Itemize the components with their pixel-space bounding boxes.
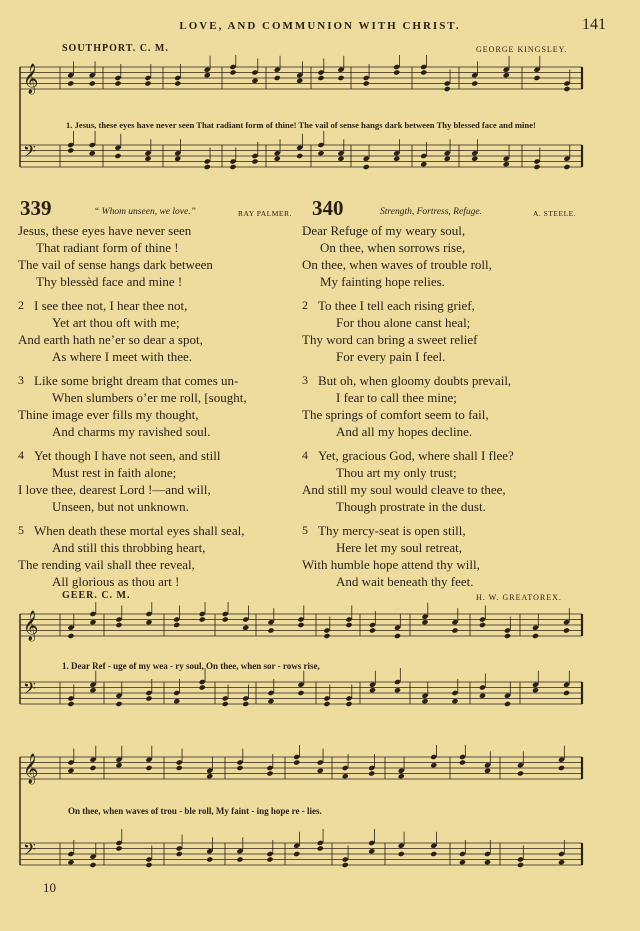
note-head: [323, 633, 330, 639]
note-head: [504, 633, 511, 639]
note-head: [459, 759, 466, 765]
verse-line: With humble hope attend thy will,: [302, 557, 480, 572]
verse-line: Though prostrate in the dust.: [336, 499, 486, 514]
note-head: [293, 759, 300, 765]
stanza: [302, 372, 627, 440]
note-head: [317, 768, 324, 774]
note-head: [145, 862, 152, 868]
note-head: [479, 693, 486, 699]
verse-line: That radiant form of thine !: [36, 240, 179, 255]
note-head: [236, 765, 243, 771]
note-head: [296, 78, 303, 84]
note-head: [393, 156, 400, 162]
hymn-number-339: 339: [20, 196, 52, 220]
tune-lyric-geer-2: On thee, when waves of trou - ble roll, My faint - ing hope re - lies.: [68, 806, 322, 816]
note-head: [229, 164, 236, 170]
stanza: [18, 222, 303, 290]
treble-clef-icon: 𝄞: [23, 754, 39, 784]
tune-composer-southport: GEORGE KINGSLEY.: [476, 45, 568, 54]
note-head: [67, 859, 74, 865]
note-head: [199, 684, 206, 690]
verse-line: Thine image ever fills my thought,: [18, 407, 199, 422]
note-head: [345, 701, 352, 707]
stanza: [302, 522, 627, 590]
note-head: [451, 627, 458, 633]
hymn-author-340: A. STEELE.: [533, 209, 577, 218]
stanza-number: 3: [302, 373, 308, 387]
note-head: [563, 86, 570, 92]
tune-lyric-geer-1: 1. Dear Ref - uge of my wea - ry soul, On thee, when sor - rows rise,: [62, 661, 320, 671]
note-head: [206, 773, 213, 779]
note-head: [173, 698, 180, 704]
verse-line: As where I meet with thee.: [52, 349, 193, 364]
note-head: [337, 75, 344, 81]
note-head: [199, 616, 206, 622]
note-head: [67, 80, 74, 86]
stanza-number: 4: [18, 448, 24, 462]
note-head: [115, 701, 122, 707]
bass-clef-icon: 𝄢: [23, 839, 36, 863]
note-head: [115, 622, 122, 628]
verse-line: And charms my ravished soul.: [52, 424, 211, 439]
verse-line: Here let my soul retreat,: [336, 540, 462, 555]
verse-line: I love thee, dearest Lord !—and will,: [18, 482, 211, 497]
verse-line: For every pain I feel.: [336, 349, 446, 364]
hymn-motto-339: “ Whom unseen, we love.”: [94, 207, 196, 217]
verse-line: And still my soul would cleave to thee,: [302, 482, 506, 497]
note-head: [297, 622, 304, 628]
verse-line: Like some bright dream that comes un-: [34, 373, 239, 388]
note-head: [297, 690, 304, 696]
note-head: [345, 622, 352, 628]
note-head: [222, 701, 229, 707]
note-head: [174, 156, 181, 162]
verse-line: The rending vail shall thee reveal,: [18, 557, 195, 572]
note-head: [532, 633, 539, 639]
note-head: [317, 845, 324, 851]
note-head: [451, 698, 458, 704]
verse-line: When death these mortal eyes shall seal,: [34, 523, 245, 538]
note-head: [444, 86, 451, 92]
bass-clef-icon: 𝄢: [23, 141, 36, 165]
note-head: [173, 622, 180, 628]
hymn-number-340: 340: [312, 196, 344, 220]
note-head: [267, 698, 274, 704]
note-head: [89, 765, 96, 771]
hymn-author-339: RAY PALMER.: [238, 209, 292, 218]
note-head: [479, 622, 486, 628]
note-head: [317, 75, 324, 81]
note-head: [266, 770, 273, 776]
stanza-number: 4: [302, 448, 308, 462]
running-head: LOVE, AND COMMUNION WITH CHRIST.: [179, 20, 461, 32]
note-head: [114, 80, 121, 86]
verse-line: Yet, gracious God, where shall I flee?: [318, 448, 514, 463]
note-head: [471, 80, 478, 86]
note-head: [296, 153, 303, 159]
note-head: [430, 762, 437, 768]
note-head: [420, 161, 427, 167]
stanza-number: 2: [302, 298, 308, 312]
stanza: [302, 222, 627, 290]
note-head: [503, 72, 510, 78]
verse-line: When slumbers o’er me roll, [sought,: [52, 390, 247, 405]
note-head: [563, 164, 570, 170]
note-head: [533, 75, 540, 81]
note-head: [558, 765, 565, 771]
music-system-geer-2: [0, 745, 640, 895]
note-head: [342, 862, 349, 868]
note-head: [67, 147, 74, 153]
note-head: [206, 856, 213, 862]
note-head: [369, 687, 376, 693]
verse-line: Thou art my only trust;: [336, 465, 457, 480]
verse-line: And all my hopes decline.: [336, 424, 473, 439]
note-head: [421, 619, 428, 625]
note-head: [342, 773, 349, 779]
hymn-340-text: [302, 222, 627, 597]
note-head: [242, 701, 249, 707]
stanza: [18, 297, 303, 365]
note-head: [145, 695, 152, 701]
tune-composer-geer: H. W. GREATOREX.: [476, 593, 562, 602]
note-head: [274, 75, 281, 81]
note-head: [337, 156, 344, 162]
note-head: [504, 701, 511, 707]
verse-line: I fear to call thee mine;: [336, 390, 457, 405]
note-heads: [67, 602, 570, 707]
note-head: [293, 851, 300, 857]
verse-line: Thy blessèd face and mine !: [36, 274, 183, 289]
verse-line: Yet art thou oft with me;: [52, 315, 180, 330]
verse-line: And wait beneath thy feet.: [336, 574, 474, 589]
verse-line: Thy mercy-seat is open still,: [318, 523, 466, 538]
note-head: [563, 627, 570, 633]
note-head: [267, 627, 274, 633]
note-head: [274, 156, 281, 162]
stanza: [302, 447, 627, 515]
verse-line: Dear Refuge of my weary soul,: [302, 223, 466, 238]
verse-line: For thou alone canst heal;: [336, 315, 471, 330]
note-head: [114, 153, 121, 159]
page-number: 141: [582, 16, 606, 33]
stanza-number: 5: [18, 523, 24, 537]
verse-line: Thy word can bring a sweet relief: [302, 332, 478, 347]
note-head: [89, 619, 96, 625]
verse-line: The springs of comfort seem to fail,: [302, 407, 489, 422]
note-head: [229, 69, 236, 75]
note-head: [517, 770, 524, 776]
note-head: [89, 80, 96, 86]
note-head: [251, 158, 258, 164]
stanza-number: 3: [18, 373, 24, 387]
stanza: [302, 297, 627, 365]
note-head: [430, 851, 437, 857]
note-head: [394, 633, 401, 639]
note-head: [533, 164, 540, 170]
note-head: [176, 851, 183, 857]
bass-clef-icon: 𝄢: [23, 678, 36, 702]
verse-line: Jesus, these eyes have never seen: [18, 223, 192, 238]
note-head: [89, 862, 96, 868]
note-head: [558, 859, 565, 865]
verse-line: On thee, when waves of trouble roll,: [302, 257, 492, 272]
note-head: [89, 687, 96, 693]
verse-line: The vail of sense hangs dark between: [18, 257, 213, 272]
note-head: [145, 619, 152, 625]
note-head: [398, 773, 405, 779]
note-head: [532, 687, 539, 693]
note-head: [444, 156, 451, 162]
note-head: [369, 627, 376, 633]
note-head: [89, 150, 96, 156]
note-head: [251, 78, 258, 84]
note-head: [420, 69, 427, 75]
note-head: [144, 156, 151, 162]
verse-line: Unseen, but not unknown.: [52, 499, 189, 514]
note-head: [174, 80, 181, 86]
note-head: [176, 765, 183, 771]
note-head: [67, 633, 74, 639]
note-head: [204, 72, 211, 78]
note-head: [67, 701, 74, 707]
verse-line: Must rest in faith alone;: [52, 465, 177, 480]
note-head: [503, 161, 510, 167]
note-head: [421, 698, 428, 704]
note-head: [204, 164, 211, 170]
note-head: [222, 616, 229, 622]
stanza: [18, 447, 303, 515]
verse-line: All glorious as thou art !: [52, 574, 180, 589]
note-head: [266, 856, 273, 862]
tune-title-southport: SOUTHPORT. C. M.: [62, 43, 169, 54]
music-system-geer-1: [0, 602, 640, 742]
verse-line: Yet though I have not seen, and still: [34, 448, 221, 463]
note-head: [484, 859, 491, 865]
note-head: [242, 625, 249, 631]
verse-line: On thee, when sorrows rise,: [320, 240, 466, 255]
note-head: [368, 770, 375, 776]
hymn-motto-340: Strength, Fortress, Refuge.: [380, 207, 482, 217]
note-head: [398, 851, 405, 857]
note-head: [145, 765, 152, 771]
tune-title-geer: GEER. C. M.: [62, 590, 131, 601]
note-head: [67, 768, 74, 774]
note-head: [471, 156, 478, 162]
verse-line: I see thee not, I hear thee not,: [34, 298, 188, 313]
tune-lyric-southport: 1. Jesus, these eyes have never seen That radiant form of thine! The vail of sense hangs dark between Thy blessed face and mine!: [66, 120, 536, 130]
note-head: [323, 701, 330, 707]
stanza: [18, 372, 303, 440]
stanza: [18, 522, 303, 590]
note-head: [144, 80, 151, 86]
note-head: [363, 80, 370, 86]
note-head: [363, 164, 370, 170]
note-head: [115, 845, 122, 851]
note-head: [236, 856, 243, 862]
verse-line: And still this throbbing heart,: [52, 540, 206, 555]
stanza-number: 5: [302, 523, 308, 537]
note-head: [394, 687, 401, 693]
note-head: [393, 69, 400, 75]
signature-number: 10: [43, 880, 56, 895]
verse-line: But oh, when gloomy doubts prevail,: [318, 373, 512, 388]
verse-line: My fainting hope relies.: [320, 274, 445, 289]
note-head: [517, 862, 524, 868]
verse-line: And earth hath ne’er so dear a spot,: [18, 332, 203, 347]
note-head: [484, 768, 491, 774]
note-head: [459, 859, 466, 865]
note-head: [115, 762, 122, 768]
treble-clef-icon: 𝄞: [23, 611, 39, 641]
stanza-number: 2: [18, 298, 24, 312]
note-head: [368, 848, 375, 854]
hymn-339-text: [18, 222, 303, 597]
verse-line: To thee I tell each rising grief,: [318, 298, 475, 313]
note-head: [563, 690, 570, 696]
note-head: [317, 150, 324, 156]
treble-clef-icon: 𝄞: [23, 64, 39, 94]
